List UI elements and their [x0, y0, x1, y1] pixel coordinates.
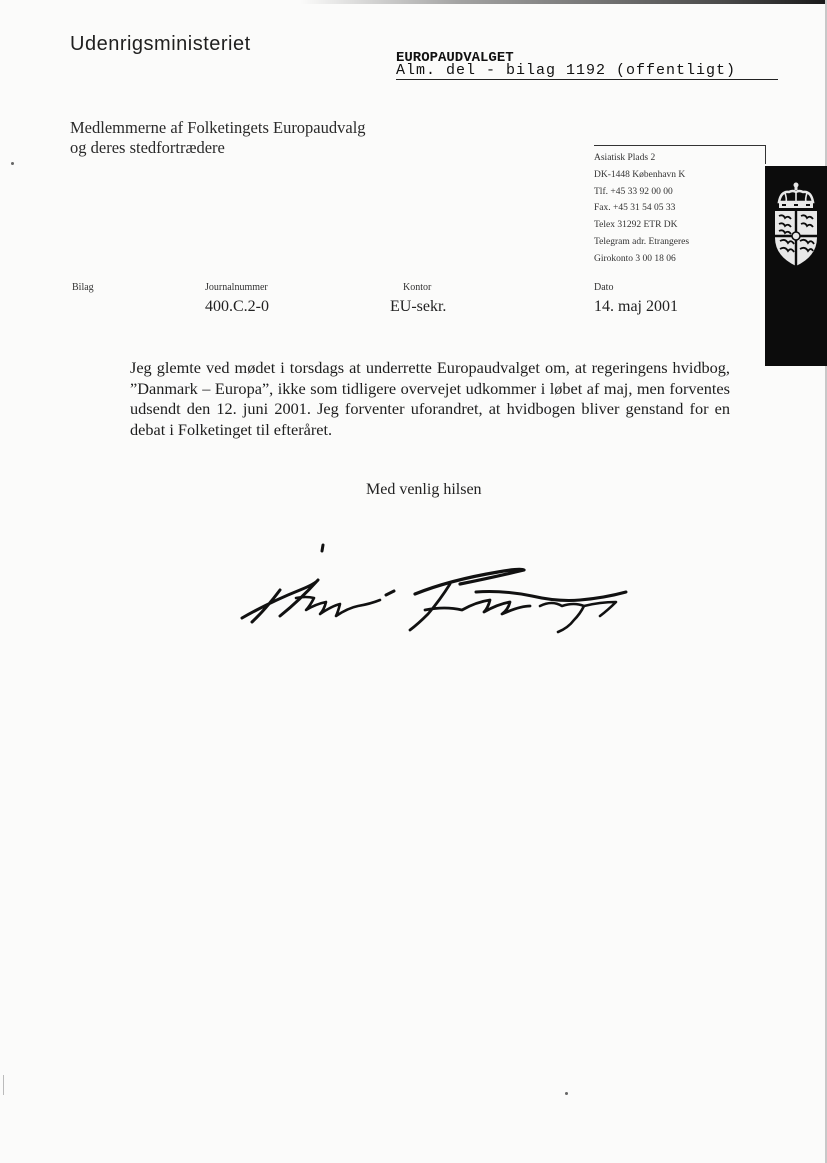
journal-label: Journalnummer — [205, 282, 268, 293]
journal-number: 400.C.2-0 — [205, 298, 269, 315]
royal-coat-of-arms-icon — [771, 180, 821, 270]
dato-label: Dato — [594, 282, 614, 293]
emblem-band — [765, 166, 827, 366]
address-line: Fax. +45 31 54 05 33 — [594, 203, 676, 214]
letter-date: 14. maj 2001 — [594, 298, 678, 315]
address-line: DK-1448 København K — [594, 169, 686, 180]
address-line: Telex 31292 ETR DK — [594, 220, 678, 231]
recipient-line: og deres stedfortrædere — [70, 138, 225, 157]
recipient-block — [70, 118, 366, 158]
address-line: Asiatisk Plads 2 — [594, 153, 656, 163]
address-line: Telegram adr. Etrangeres — [594, 236, 690, 247]
scan-edge-mark — [3, 1075, 4, 1095]
address-line: Tlf. +45 33 92 00 00 — [594, 186, 673, 197]
stamp-subtitle: Alm. del - bilag 1192 (offentligt) — [396, 62, 778, 80]
stamp-title: EUROPAUDVALGET — [396, 50, 514, 66]
address-line: Girokonto 3 00 18 06 — [594, 253, 676, 264]
bilag-label: Bilag — [72, 282, 94, 293]
recipient-line: Medlemmerne af Folketingets Europaudvalg — [70, 118, 366, 137]
address-block — [594, 150, 689, 268]
kontor-value: EU-sekr. — [390, 298, 447, 315]
scan-speck — [565, 1092, 568, 1095]
handwritten-signature — [240, 540, 640, 640]
scan-edge-shadow — [300, 0, 827, 4]
ministry-name: Udenrigsministeriet — [70, 33, 251, 55]
letter-body: Jeg glemte ved mødet i torsdags at underrette Europaudvalget om, at regeringens hvidbog, ”Danmark – Europa”, ikke som tidligere overvejet udkommer i løbet af maj, men forventes udsendt den 12. juni 2001. Jeg forventer uforandret, at hvidbogen bliver genstand for en debat i Folketinget til efteråret. — [130, 358, 730, 439]
closing-greeting: Med venlig hilsen — [366, 481, 482, 498]
kontor-label: Kontor — [403, 282, 432, 293]
scan-speck — [11, 162, 14, 165]
